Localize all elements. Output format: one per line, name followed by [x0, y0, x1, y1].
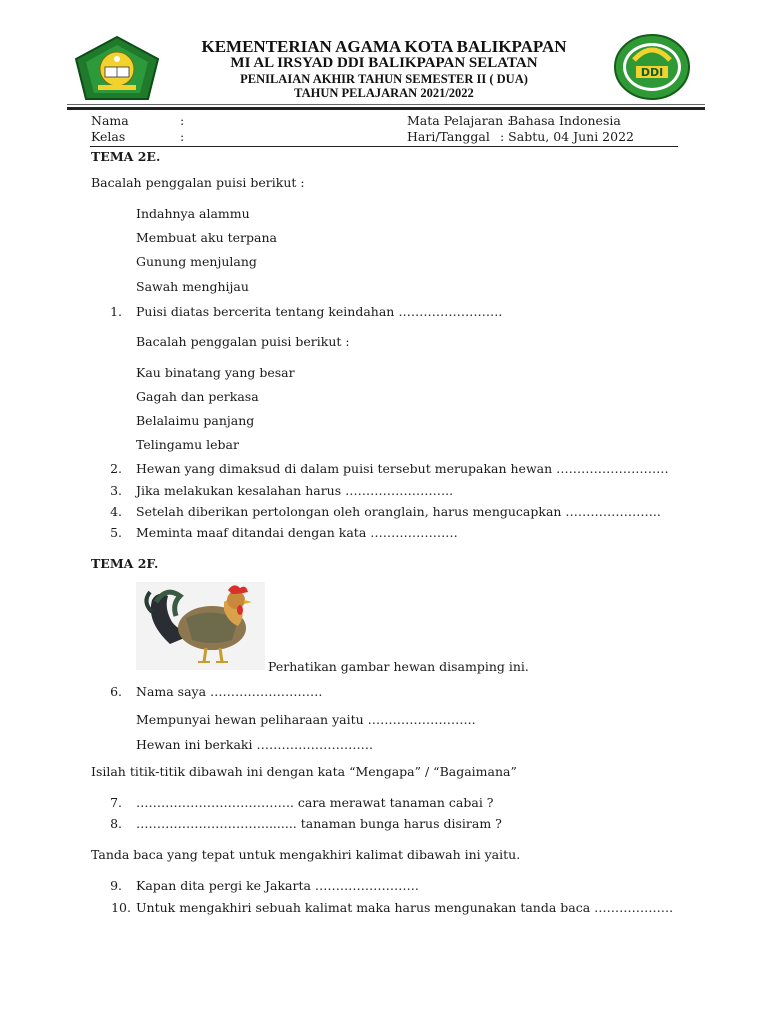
tema-2e-intro: Bacalah penggalan puisi berikut :: [91, 175, 305, 190]
question-number: 4.: [110, 504, 122, 519]
instruction-mengapa-bagaimana: Isilah titik-titik dibawah ini dengan kata “Mengapa” / “Bagaimana”: [91, 764, 517, 779]
header-school: MI AL IRSYAD DDI BALIKPAPAN SELATAN: [230, 55, 538, 71]
poem1-line: Membuat aku terpana: [136, 230, 277, 245]
poem2-line: Kau binatang yang besar: [136, 365, 295, 380]
kelas-label: Kelas: [91, 129, 126, 144]
question-1: Puisi diatas bercerita tentang keindahan …………………….: [136, 304, 503, 319]
question-5: Meminta maaf ditandai dengan kata …………………: [136, 525, 458, 540]
poem1-line: Gunung menjulang: [136, 254, 257, 269]
mapel-value: Bahasa Indonesia: [509, 113, 621, 128]
question-number: 2.: [110, 461, 122, 476]
header-divider-thin: [67, 104, 705, 105]
image-caption: Perhatikan gambar hewan disamping ini.: [268, 659, 529, 674]
question-number: 3.: [110, 483, 122, 498]
question-3: Jika melakukan kesalahan harus ……………………..: [136, 483, 454, 498]
question-number: 1.: [110, 304, 122, 319]
header-exam: PENILAIAN AKHIR TAHUN SEMESTER II ( DUA): [240, 72, 528, 86]
poem2-line: Telingamu lebar: [136, 437, 239, 452]
instruction-tanda-baca: Tanda baca yang tepat untuk mengakhiri kalimat dibawah ini yaitu.: [91, 847, 521, 862]
hari-label: Hari/Tanggal: [407, 129, 490, 144]
tema-2e-title: TEMA 2E.: [91, 149, 161, 164]
question-7: ……………………………….. cara merawat tanaman cabai ?: [136, 795, 494, 810]
header-divider: [67, 107, 705, 110]
nama-colon: :: [180, 113, 185, 128]
question-6-line-2: Mempunyai hewan peliharaan yaitu ……………………..: [136, 712, 476, 727]
header-year: TAHUN PELAJARAN 2021/2022: [294, 86, 474, 100]
question-6-line-1: Nama saya ………………………: [136, 684, 323, 699]
question-number: 10.: [111, 900, 131, 915]
poem1-line: Sawah menghijau: [136, 279, 249, 294]
poem2-line: Belalaimu panjang: [136, 413, 255, 428]
info-divider: [90, 146, 678, 147]
question-6-line-3: Hewan ini berkaki ……………………….: [136, 737, 373, 752]
question-8: …………………………......... tanaman bunga harus disiram ?: [136, 816, 502, 831]
nama-label: Nama: [91, 113, 129, 128]
mapel-label: Mata Pelajaran :: [407, 113, 512, 128]
poem2-line: Gagah dan perkasa: [136, 389, 259, 404]
tema-2f-title: TEMA 2F.: [91, 556, 159, 571]
kelas-colon: :: [180, 129, 185, 144]
ddi-logo-text: DDI: [640, 66, 664, 79]
tema-2e-intro-2: Bacalah penggalan puisi berikut :: [136, 334, 350, 349]
question-number: 9.: [110, 878, 122, 893]
poem1-line: Indahnya alammu: [136, 206, 250, 221]
question-number: 6.: [110, 684, 122, 699]
rooster-image: [136, 582, 265, 670]
question-number: 5.: [110, 525, 122, 540]
question-number: 8.: [110, 816, 122, 831]
hari-value: : Sabtu, 04 Juni 2022: [500, 129, 634, 144]
question-9: Kapan dita pergi ke Jakarta …………………….: [136, 878, 419, 893]
question-4: Setelah diberikan pertolongan oleh oranglain, harus mengucapkan …………………..: [136, 504, 661, 519]
question-10: Untuk mengakhiri sebuah kalimat maka harus mengunakan tanda baca ……………….: [136, 900, 674, 915]
question-2: Hewan yang dimaksud di dalam puisi tersebut merupakan hewan ………………………: [136, 461, 669, 476]
header-ministry: KEMENTERIAN AGAMA KOTA BALIKPAPAN: [201, 37, 567, 56]
question-number: 7.: [110, 795, 122, 810]
